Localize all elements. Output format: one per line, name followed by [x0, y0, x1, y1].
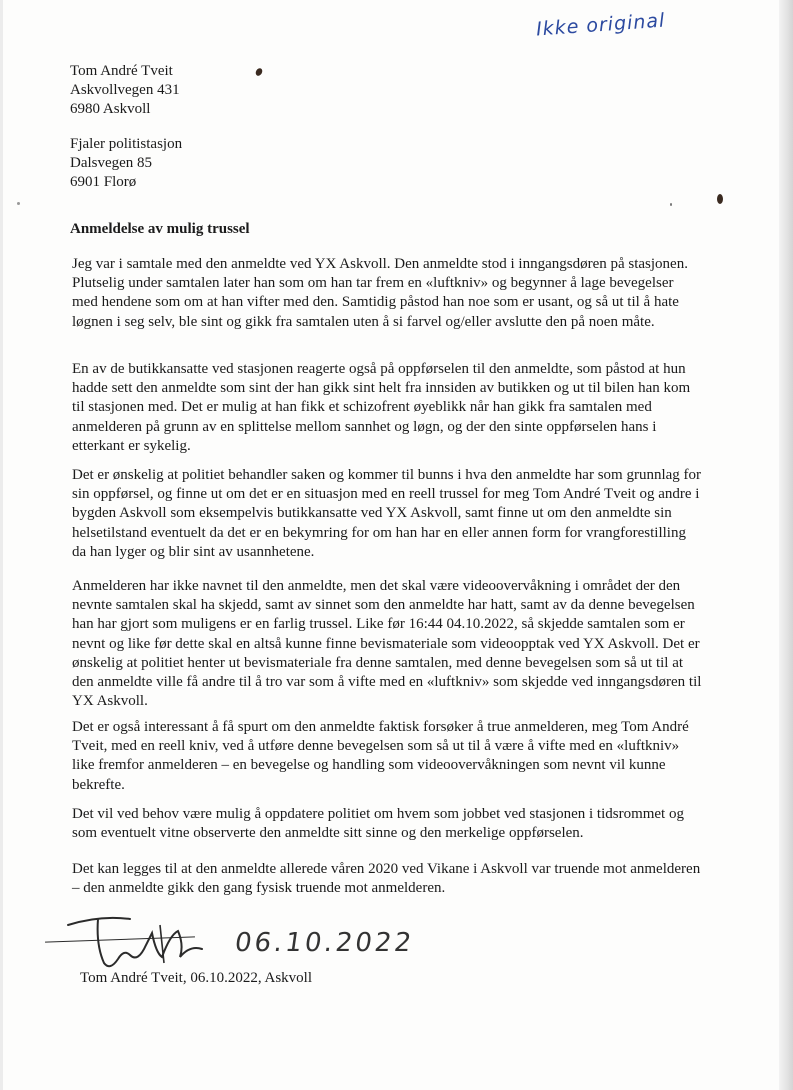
paragraph-4: Anmelderen har ikke navnet til den anmeldte, men det skal være videoovervåkning i området der den nevnte samtalen skal ha skjedd, samt av sinnet som den anmeldte har hatt, samt av da denne bevegelsen han har gjort som muligens er en farlig trussel. Like før 16:44 04.10.2022, så skjedde samtalen som er nevnt og like før dette skal en altså kunne finne bevismateriale som videoopptak ved YX Askvoll. Det er ønskelig at politiet henter ut bevismateriale fra denne samtalen, med denne bevegelsen som så ut til at den anmeldte ville få andre til å tro var som å vifte med en «luftkniv» som skjedde ved inngangsdøren til YX Askvoll. [72, 578, 702, 710]
sender-city: 6980 Askvoll [70, 101, 151, 117]
sender-name: Tom André Tveit [70, 63, 173, 79]
sender-address [70, 62, 180, 119]
recipient-name: Fjaler politistasjon [70, 136, 183, 152]
scan-speck [717, 194, 723, 204]
recipient-address [70, 135, 182, 192]
sender-street: Askvollvegen 431 [70, 82, 180, 98]
recipient-city: 6901 Florø [70, 174, 137, 190]
scan-speck [254, 67, 263, 77]
signature-date: 06.10.2022 [232, 928, 416, 958]
paragraph-6: Det vil ved behov være mulig å oppdatere politiet om hvem som jobbet ved stasjonen i tidsrommet og som eventuelt vitne observerte den anmeldte sitt sinne og den merkelige oppførselen. [72, 806, 684, 842]
scan-speck [17, 202, 20, 205]
paragraph-7: Det kan legges til at den anmeldte allerede våren 2020 ved Vikane i Askvoll var truende mot anmelderen – den anmeldte gikk den gang fysisk truende mot anmelderen. [72, 861, 701, 897]
signature-caption: Tom André Tveit, 06.10.2022, Askvoll [80, 970, 313, 986]
handwritten-note: Ikke original [535, 9, 666, 41]
letter-subject: Anmeldelse av mulig trussel [70, 221, 250, 237]
scan-edge-right [779, 0, 793, 1090]
paragraph-2: En av de butikkansatte ved stasjonen reagerte også på oppførselen til den anmeldte, som påstod at hun hadde sett den anmeldte som sint der han gikk sint helt fra innsiden av butikken og ut til bilen han kom til stasjonen med. Det er mulig at han fikk et schizofrent øyeblikk når han gikk fra samtalen med anmelderen på grunn av en splittelse mellom sannhet og løgn, og der den sinte oppførselen hans i etterkant er sykelig. [72, 361, 691, 454]
paragraph-1: Jeg var i samtale med den anmeldte ved YX Askvoll. Den anmeldte stod i inngangsdøren på stasjonen. Plutselig under samtalen later han som om han tar frem en «luftkniv» og begynner å lage bevegelser med hendene som om at han vifter med den. Samtidig påstod han noe som er usant, og så ut til å hate løgnen i seg selv, ble sint og gikk fra samtalen uten å si farvel og/eller avslutte den på noen måte. [72, 256, 688, 330]
scan-edge-left [0, 0, 3, 1090]
scan-speck [670, 203, 672, 206]
paragraph-5: Det er også interessant å få spurt om den anmeldte faktisk forsøker å true anmelderen, meg Tom André Tveit, med en reell kniv, ved å utføre denne bevegelsen som så ut til å være å vifte med en «luftkniv» like fremfor anmelderen – en bevegelse og handling som videoovervåkningen som nevnt vil kunne bekrefte. [72, 719, 689, 793]
paragraph-3: Det er ønskelig at politiet behandler saken og kommer til bunns i hva den anmeldte har som grunnlag for sin oppførsel, og finne ut om det er en situasjon med en reell trussel for meg Tom André Tveit og andre i bygden Askvoll som eksempelvis butikkansatte ved YX Askvoll, samt finne ut om den anmeldte sin helsetilstand eventuelt da det er en bekymring for om han har en eller annen form for vrangforestilling da han lyger og blir sint av usannhetene. [72, 467, 702, 560]
recipient-street: Dalsvegen 85 [70, 155, 153, 171]
